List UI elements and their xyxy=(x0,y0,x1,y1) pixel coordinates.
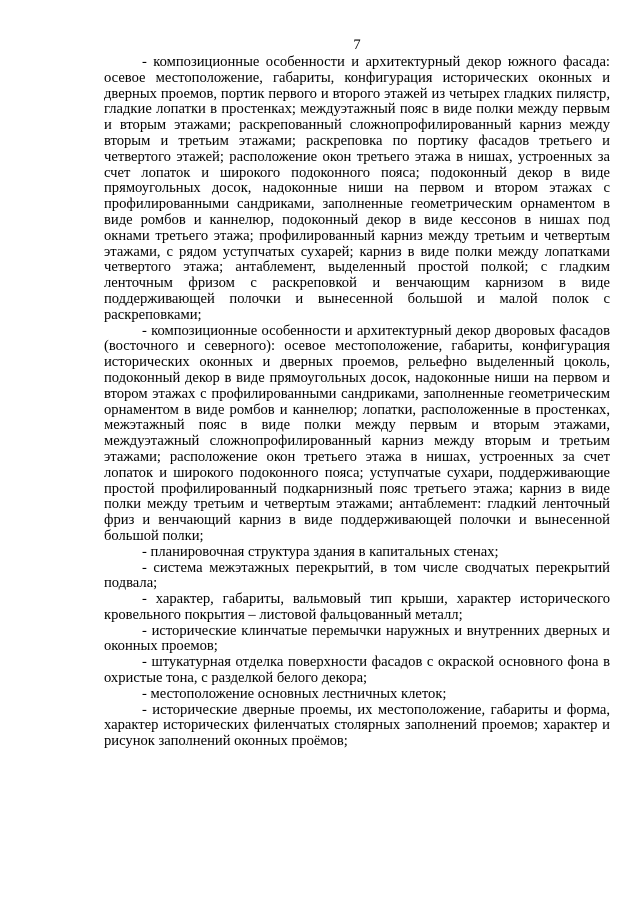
paragraph-plaster-finish: - штукатурная отделка поверхности фасадов с окраской основного фона в охристые тона, с разделкой белого декора; xyxy=(104,654,610,687)
paragraph-lintels: - исторические клинчатые перемычки наружных и внутренних дверных и оконных проемов; xyxy=(104,622,610,655)
paragraph-staircases: - местоположение основных лестничных клеток; xyxy=(142,685,447,702)
paragraph-south-facade: - композиционные особенности и архитектурный декор южного фасада: осевое местоположение, габариты, конфигурация исторических оконных и дверных проемов, портик первого и второго этажей из четырех гладких пилястр, гладкие лопатки в простенках; междуэтажный пояс в виде полки между первым и вторым этажами; раскрепованный сложнопрофилированный карниз между вторым и третьим этажами; раскреповка по портику фасадов третьего и четвертого этажей; расположение окон третьего этажа в нишах, устроенных за счет лопаток и широкого подоконного пояса; подоконный декор в виде прямоугольных досок, надоконные ниши на первом и втором этажах с профилированными сандриками, заполненные геометрическим орнаментом в виде ромбов и каннелюр, подоконный декор в виде кессонов в нишах под окнами третьего этажа; профилированный карниз между третьим и четвертым этажами, с рядом уступчатых сухарей; карниз в виде полки между лопатками четвертого этажа; антаблемент, выделенный простой полкой; с гладким ленточным фризом с раскреповкой и венчающим карнизом в виде поддерживающей полочки и вынесенной большой и малой полок с раскреповками; xyxy=(104,54,610,323)
paragraph-planning-structure: - планировочная структура здания в капитальных стенах; xyxy=(142,543,499,560)
paragraph-floor-system: - система межэтажных перекрытий, в том числе сводчатых перекрытий подвала; xyxy=(104,559,610,592)
paragraph-roof: - характер, габариты, вальмовый тип крыши, характер исторического кровельного покрытия – листовой фальцованный металл; xyxy=(104,591,610,623)
paragraph-door-openings: - исторические дверные проемы, их местоположение, габариты и форма, характер исторических филенчатых столярных заполнений проемов; характер и рисунок заполнений оконных проёмов; xyxy=(104,701,610,750)
paragraph-courtyard-facades: - композиционные особенности и архитектурный декор дворовых фасадов (восточного и северного): осевое местоположение, габариты, конфигурация исторических оконных и дверных проемов, рельефно выделенный цоколь, подоконный декор в виде прямоугольных досок, надоконные ниши на первом и втором этажах с профилированными сандриками, заполненные геометрическим орнаментом в виде ромбов и каннелюр; лопатки, расположенные в простенках, межэтажный пояс в виде полки между первым и вторым этажами, междуэтажный сложнопрофилированный карниз между вторым и третьим этажами; расположение окон третьего этажа в нишах, устроенных за счет лопаток и широкого подоконного пояса; уступчатые сухари, поддерживающие простой профилированный подкарнизный пояс третьего этажа; карниз в виде полки между третьим и четвертым этажами; антаблемент: гладкий ленточный фриз и венчающий карниз в виде поддерживающей полочки и вынесенной большой полки; xyxy=(104,322,610,544)
document-page xyxy=(104,36,610,750)
page-number: 7 xyxy=(353,37,361,53)
